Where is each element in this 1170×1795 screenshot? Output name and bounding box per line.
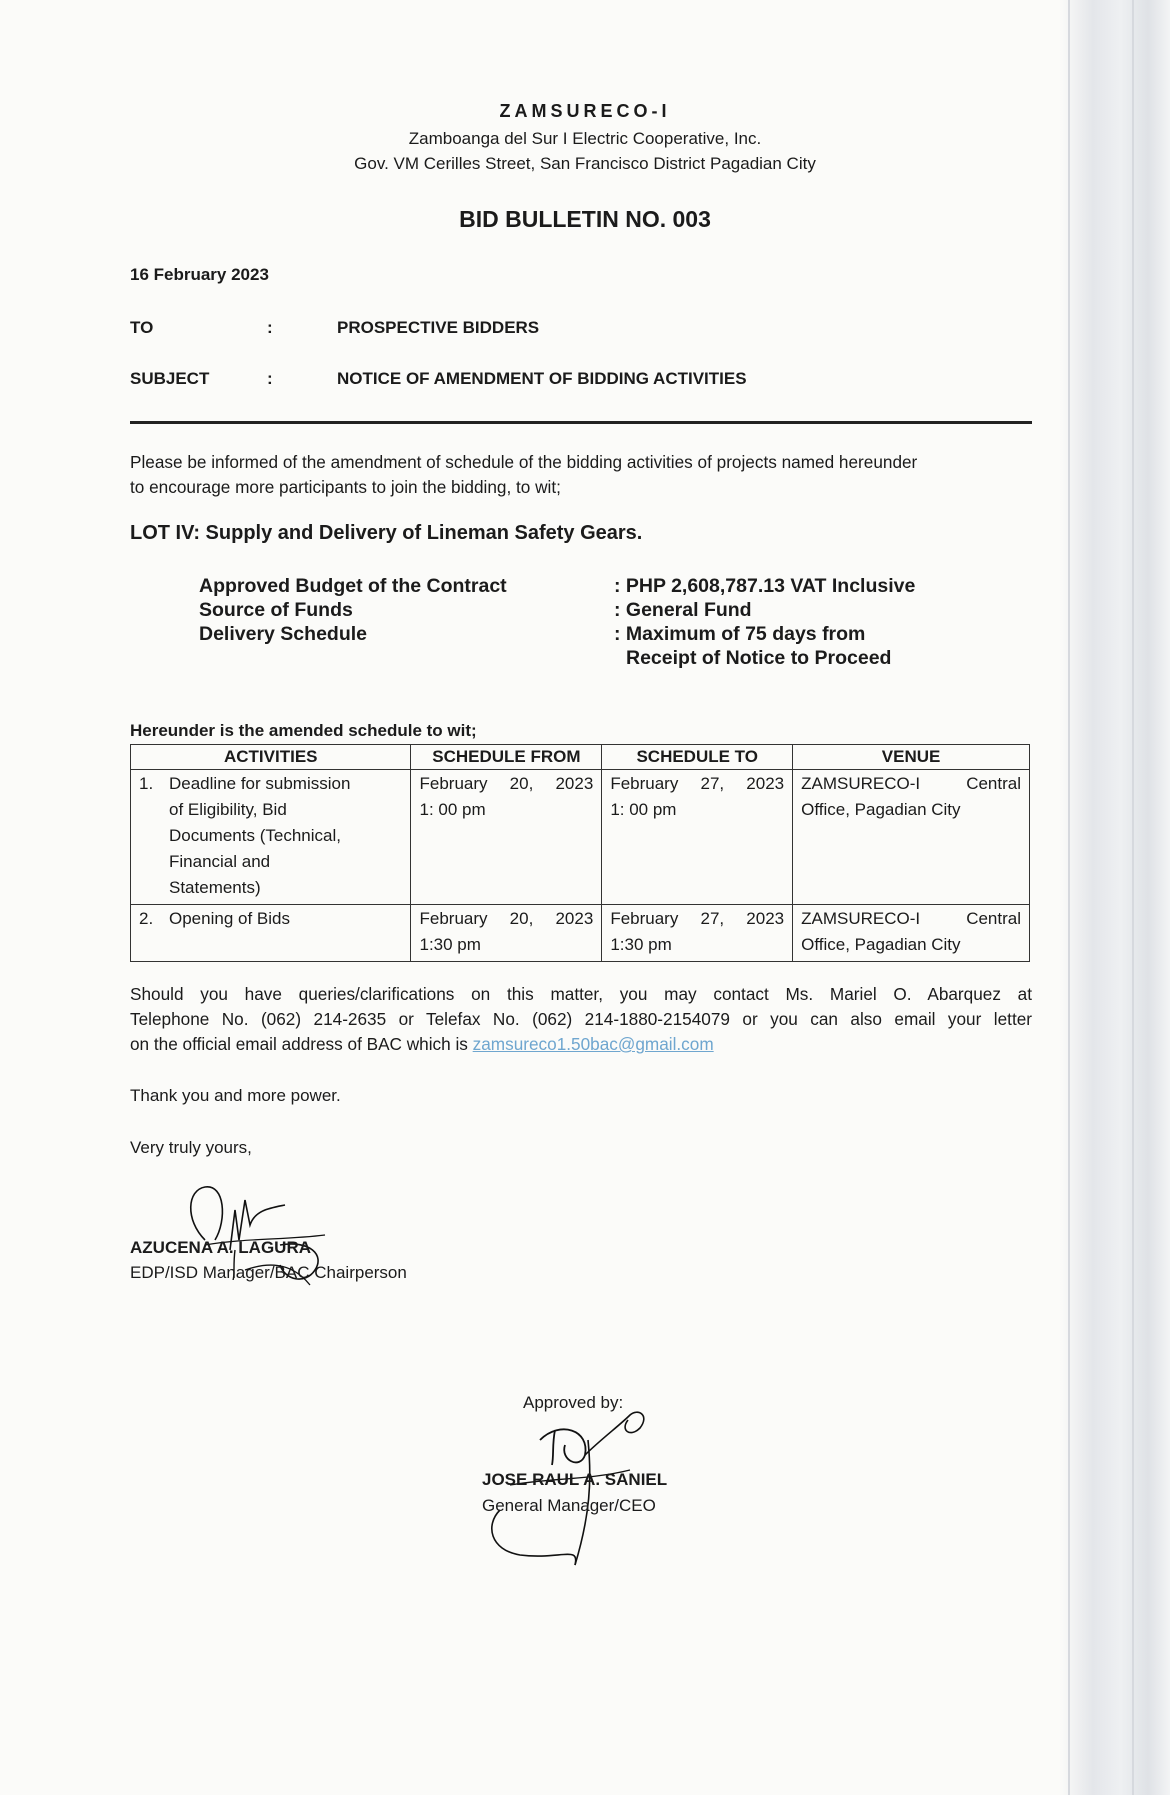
table-header-row [131,745,1030,770]
venue-location: Office, Pagadian City [801,800,961,819]
intro-line-1: Please be informed of the amendment of schedule of the bidding activities of projects named hereunder [130,452,918,472]
from-time: 1:30 pm [419,935,481,954]
to-value: PROSPECTIVE BIDDERS [337,318,540,337]
from-month: February [419,909,488,928]
funds-label: Source of Funds [199,599,353,621]
contact-line-3 [130,1032,1032,1057]
schedule-from-cell [411,770,602,905]
header-divider [130,421,1032,424]
letterhead-org: ZAMSURECO-I [499,101,671,121]
to-month: February [610,774,679,793]
header-venue: VENUE [793,745,1030,770]
signatory-1-position: EDP/ISD Manager/BAC Chairperson [130,1263,407,1282]
funds-value: : General Fund [614,599,752,621]
intro-line-2: to encourage more participants to join the bidding, to wit; [130,477,561,497]
thanks-line: Thank you and more power. [130,1086,341,1105]
letterhead-cooperative: Zamboanga del Sur I Electric Cooperative, Inc. [408,129,762,148]
subject-label: SUBJECT [130,369,210,388]
schedule-to-cell [602,770,793,905]
to-day: 27, [700,909,725,928]
subject-value: NOTICE OF AMENDMENT OF BIDDING ACTIVITIES [337,369,747,388]
schedule-intro: Hereunder is the amended schedule to wit; [130,721,477,740]
scan-edge-line [1132,0,1134,1795]
activity-line: Documents (Technical, [169,826,341,845]
lot-title: LOT IV: Supply and Delivery of Lineman Safety Gears. [130,522,643,544]
to-label: TO [130,318,154,337]
contact-paragraph [130,982,1032,1057]
letterhead-address: Gov. VM Cerilles Street, San Francisco District Pagadian City [354,154,816,173]
closing-line: Very truly yours, [130,1138,252,1157]
approver-position: General Manager/CEO [482,1496,656,1515]
from-month: February [419,774,488,793]
to-colon: : [267,318,273,337]
row-number: 1. [139,774,154,793]
activity-cell [131,905,411,962]
lot-detail-values [614,574,915,670]
intro-paragraph [130,450,1032,500]
from-time: 1: 00 pm [419,800,486,819]
budget-value: : PHP 2,608,787.13 VAT Inclusive [614,575,916,597]
lot-detail-labels [199,574,507,646]
venue-cell [793,770,1030,905]
table-row [131,770,1030,905]
venue-name: ZAMSURECO-I [801,774,921,793]
budget-label: Approved Budget of the Contract [199,575,507,597]
to-day: 27, [700,774,725,793]
contact-line-3-text: on the official email address of BAC which is [130,1034,468,1054]
venue-central: Central [966,774,1021,793]
from-year: 2023 [555,909,594,928]
delivery-label: Delivery Schedule [199,623,367,645]
activity-line: of Eligibility, Bid [169,800,287,819]
from-day: 20, [509,774,534,793]
activity-line: Opening of Bids [169,909,290,928]
from-day: 20, [509,909,534,928]
from-year: 2023 [555,774,594,793]
activity-line: Deadline for submission [169,774,351,793]
contact-line-1: Should you have queries/clarifications on this matter, you may contact Ms. Mariel O. Abarquez at [130,984,1032,1004]
subject-colon: : [267,369,273,388]
header-schedule-to: SCHEDULE TO [602,745,793,770]
venue-central: Central [966,909,1021,928]
header-schedule-from: SCHEDULE FROM [411,745,602,770]
scan-edge-shadow [1060,0,1170,1795]
venue-location: Office, Pagadian City [801,935,961,954]
bac-email-link[interactable]: zamsureco1.50bac@gmail.com [472,1034,714,1054]
delivery-value-line-2: Receipt of Notice to Proceed [626,647,892,669]
to-time: 1:30 pm [610,935,672,954]
document-date: 16 February 2023 [130,265,269,284]
to-month: February [610,909,679,928]
schedule-table [130,744,1030,962]
activity-line: Statements) [169,878,261,897]
signatory-1-name: AZUCENA A. LAGURA [130,1238,312,1257]
bulletin-title: BID BULLETIN NO. 003 [459,206,711,232]
to-year: 2023 [746,909,785,928]
approver-name: JOSE RAUL A. SANIEL [482,1470,668,1489]
table-row [131,905,1030,962]
venue-name: ZAMSURECO-I [801,909,921,928]
scan-edge-line [1068,0,1070,1795]
header-activities: ACTIVITIES [131,745,411,770]
signature-1-loop [240,1225,330,1295]
to-year: 2023 [746,774,785,793]
schedule-from-cell [411,905,602,962]
venue-cell [793,905,1030,962]
row-number: 2. [139,909,154,928]
to-time: 1: 00 pm [610,800,677,819]
activity-line: Financial and [169,852,271,871]
schedule-to-cell [602,905,793,962]
activity-cell [131,770,411,905]
contact-line-2: Telephone No. (062) 214-2635 or Telefax No. (062) 214-1880-2154079 or you can also email your letter [130,1009,1032,1029]
approved-by-label: Approved by: [523,1393,624,1412]
delivery-value: : Maximum of 75 days from [614,623,866,645]
